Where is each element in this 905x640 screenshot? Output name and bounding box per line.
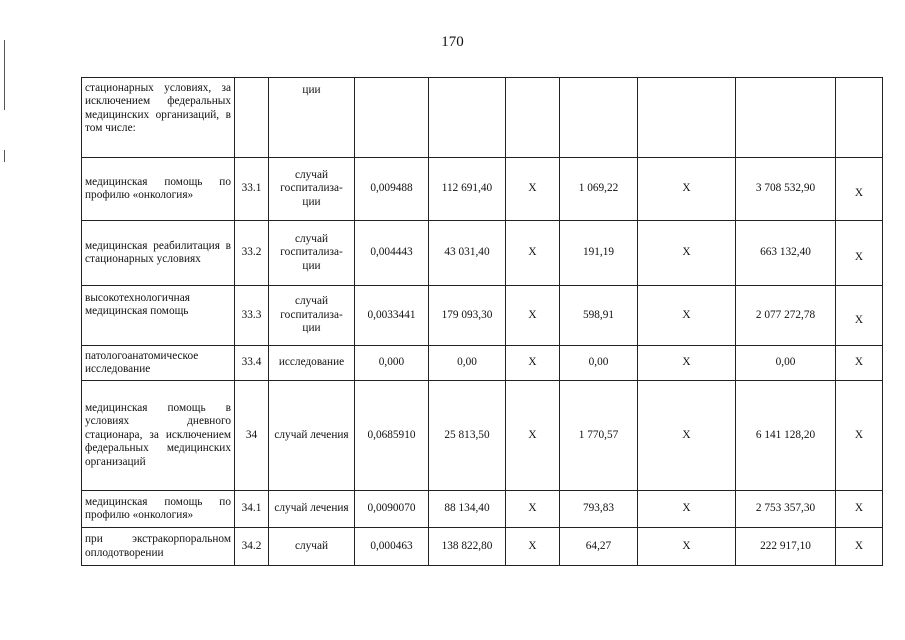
table-row <box>82 491 883 528</box>
value-cell: Х <box>836 491 883 528</box>
value-cell: 3 708 532,90 <box>736 158 836 221</box>
value-cell: Х <box>506 158 560 221</box>
row-code-cell: 33.3 <box>235 286 269 346</box>
row-unit-cell: случай лечения <box>269 381 355 491</box>
value-cell: 0,0090070 <box>355 491 429 528</box>
table-row <box>82 158 883 221</box>
table-row <box>82 221 883 286</box>
value-cell: 0,00 <box>429 346 506 381</box>
value-cell: Х <box>638 491 736 528</box>
x-mark: Х <box>854 251 864 264</box>
value-cell: 2 077 272,78 <box>736 286 836 346</box>
row-unit-cell: случай <box>269 528 355 566</box>
value-cell: Х <box>506 346 560 381</box>
value-cell: Х <box>506 528 560 566</box>
value-cell: 0,0685910 <box>355 381 429 491</box>
table-row <box>82 346 883 381</box>
value-cell: Х <box>506 491 560 528</box>
value-cell: Х <box>638 221 736 286</box>
value-cell: 1 770,57 <box>560 381 638 491</box>
value-cell <box>429 78 506 158</box>
row-name-cell: патологоанатомическое исследование <box>82 346 235 381</box>
row-name-cell: медицинская реабилитация в стационарных условиях <box>82 221 235 286</box>
value-cell <box>836 286 883 346</box>
value-cell: 0,004443 <box>355 221 429 286</box>
value-cell: Х <box>638 286 736 346</box>
value-cell <box>836 158 883 221</box>
value-cell: 663 132,40 <box>736 221 836 286</box>
value-cell: 1 069,22 <box>560 158 638 221</box>
value-cell: 25 813,50 <box>429 381 506 491</box>
x-mark: Х <box>854 187 864 200</box>
table-row <box>82 528 883 566</box>
scan-edge-mark <box>4 150 5 162</box>
table-row <box>82 286 883 346</box>
value-cell: Х <box>638 158 736 221</box>
value-cell: 222 917,10 <box>736 528 836 566</box>
value-cell <box>355 78 429 158</box>
row-name-cell: стационарных условиях, за исключением федеральных медицинских организаций, в том числе: <box>82 78 235 158</box>
row-name-cell: при экстракорпоральном оплодотворении <box>82 528 235 566</box>
row-code-cell: 34 <box>235 381 269 491</box>
row-unit-cell: случай госпитализа-ции <box>269 286 355 346</box>
value-cell: Х <box>506 286 560 346</box>
row-code-cell: 33.1 <box>235 158 269 221</box>
row-code-cell: 34.1 <box>235 491 269 528</box>
x-mark: Х <box>854 313 864 326</box>
row-name-cell: медицинская помощь по профилю «онкология» <box>82 158 235 221</box>
value-cell: 138 822,80 <box>429 528 506 566</box>
value-cell: Х <box>506 221 560 286</box>
value-cell: 6 141 128,20 <box>736 381 836 491</box>
value-cell: 0,00 <box>736 346 836 381</box>
value-cell: 179 093,30 <box>429 286 506 346</box>
value-cell: 0,000463 <box>355 528 429 566</box>
value-cell: 112 691,40 <box>429 158 506 221</box>
value-cell: Х <box>638 528 736 566</box>
value-cell <box>560 78 638 158</box>
value-cell: Х <box>638 381 736 491</box>
value-cell: 191,19 <box>560 221 638 286</box>
table-row <box>82 78 883 158</box>
row-name-cell: медицинская помощь по профилю «онкология» <box>82 491 235 528</box>
value-cell: 0,00 <box>560 346 638 381</box>
table-row <box>82 381 883 491</box>
value-cell: 793,83 <box>560 491 638 528</box>
value-cell: 0,009488 <box>355 158 429 221</box>
value-cell: Х <box>836 528 883 566</box>
row-code-cell: 34.2 <box>235 528 269 566</box>
value-cell <box>736 78 836 158</box>
value-cell: 64,27 <box>560 528 638 566</box>
value-cell: 0,0033441 <box>355 286 429 346</box>
value-cell: 598,91 <box>560 286 638 346</box>
page-number: 170 <box>441 34 464 50</box>
value-cell <box>506 78 560 158</box>
row-unit-cell: случай госпитализа-ции <box>269 221 355 286</box>
row-unit-cell: случай госпитализа-ции <box>269 158 355 221</box>
value-cell <box>836 78 883 158</box>
value-cell: 88 134,40 <box>429 491 506 528</box>
data-table <box>81 77 883 566</box>
value-cell <box>638 78 736 158</box>
value-cell: Х <box>836 346 883 381</box>
value-cell: 43 031,40 <box>429 221 506 286</box>
value-cell: Х <box>638 346 736 381</box>
row-unit-cell: исследование <box>269 346 355 381</box>
value-cell: Х <box>836 381 883 491</box>
row-unit-cell: ции <box>269 78 355 158</box>
row-code-cell <box>235 78 269 158</box>
row-code-cell: 33.4 <box>235 346 269 381</box>
row-name-cell: медицинская помощь в условиях дневного стационара, за исключением федеральных медицинских организаций <box>82 381 235 491</box>
value-cell: 2 753 357,30 <box>736 491 836 528</box>
value-cell <box>836 221 883 286</box>
row-name-cell: высокотехнологичная медицинская помощь <box>82 286 235 346</box>
value-cell: Х <box>506 381 560 491</box>
row-unit-cell: случай лечения <box>269 491 355 528</box>
value-cell: 0,000 <box>355 346 429 381</box>
row-code-cell: 33.2 <box>235 221 269 286</box>
